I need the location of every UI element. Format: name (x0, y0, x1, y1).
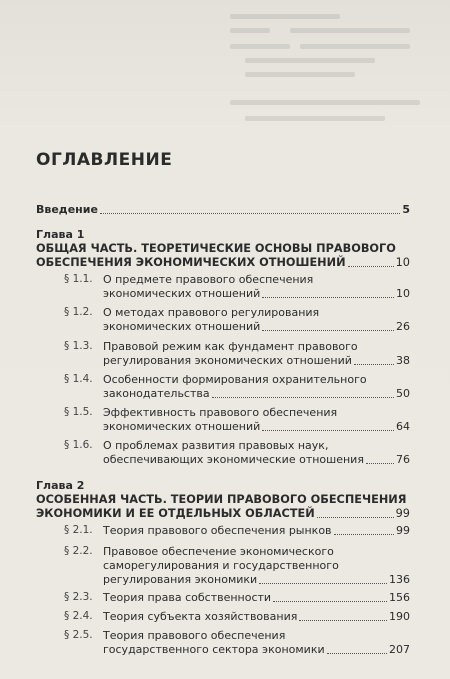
chapter-label: Глава 1 (36, 228, 85, 241)
section-title-line: Теория права собственности (103, 591, 272, 604)
page-number: 207 (389, 643, 410, 656)
toc-entry-section-2-1[interactable] (103, 524, 410, 538)
toc-entry-section-1-3[interactable] (103, 340, 410, 368)
leader-dots (366, 463, 394, 464)
leader-dots (259, 583, 387, 584)
page-number: 136 (389, 573, 410, 586)
page-number: 99 (396, 524, 410, 537)
section-title-line: законодательства (103, 387, 210, 400)
intro-label: Введение (36, 203, 98, 216)
section-title-line: Правовое обеспечение экономического (103, 545, 334, 558)
page-number: 5 (402, 203, 410, 216)
page-number: 190 (389, 610, 410, 623)
toc-entry-section-1-1[interactable] (103, 273, 410, 301)
section-number: § 2.2. (64, 545, 93, 557)
section-number: § 2.1. (64, 524, 93, 536)
chapter-title-line: ОБЕСПЕЧЕНИЯ ЭКОНОМИЧЕСКИХ ОТНОШЕНИЙ (36, 256, 346, 269)
page-number: 10 (396, 287, 410, 300)
chapter-title-line: ОСОБЕННАЯ ЧАСТЬ. ТЕОРИИ ПРАВОВОГО ОБЕСПЕЧЕНИЯ (36, 493, 407, 506)
page-number: 156 (389, 591, 410, 604)
leader-dots (262, 330, 394, 331)
section-title-line: экономических отношений (103, 287, 261, 300)
section-number: § 2.3. (64, 591, 93, 603)
section-title-line: О методах правового регулирования (103, 306, 320, 319)
toc-entry-section-2-3[interactable] (103, 591, 410, 605)
page-number: 50 (396, 387, 410, 400)
toc-entry-section-1-4[interactable] (103, 373, 410, 401)
section-title-line: саморегулирования и государственного (103, 559, 339, 572)
section-title-line: экономических отношений (103, 420, 261, 433)
section-title-line: регулирования экономических отношений (103, 354, 352, 367)
section-title-line: Правовой режим как фундамент правового (103, 340, 358, 353)
leader-dots (334, 534, 394, 535)
leader-dots (212, 397, 394, 398)
page-title: ОГЛАВЛЕНИЕ (36, 150, 173, 170)
section-number: § 1.6. (64, 439, 93, 451)
chapter-title-line: ОБЩАЯ ЧАСТЬ. ТЕОРЕТИЧЕСКИЕ ОСНОВЫ ПРАВОВОГО (36, 242, 396, 255)
page-number: 64 (396, 420, 410, 433)
leader-dots (327, 653, 387, 654)
section-title-line: О предмете правового обеспечения (103, 273, 314, 286)
section-title-line: Теория правового обеспечения (103, 629, 286, 642)
leader-dots (317, 517, 394, 518)
page-number: 38 (396, 354, 410, 367)
section-number: § 2.4. (64, 610, 93, 622)
page-number: 26 (396, 320, 410, 333)
toc-entry-intro[interactable] (36, 203, 410, 217)
section-title-line: Теория субъекта хозяйствования (103, 610, 298, 623)
leader-dots (299, 620, 387, 621)
toc-entry-section-2-5[interactable] (103, 629, 410, 657)
section-title-line: экономических отношений (103, 320, 261, 333)
section-number: § 1.1. (64, 273, 93, 285)
section-number: § 1.2. (64, 306, 93, 318)
section-title-line: О проблемах развития правовых наук, (103, 439, 329, 452)
chapter-title-line: ЭКОНОМИКИ И ЕЕ ОТДЕЛЬНЫХ ОБЛАСТЕЙ (36, 507, 315, 520)
bleed-through-text (0, 0, 450, 135)
section-title-line: обеспечивающих экономические отношения (103, 453, 364, 466)
leader-dots (273, 601, 387, 602)
toc-entry-section-1-5[interactable] (103, 406, 410, 434)
section-title-line: государственного сектора экономики (103, 643, 325, 656)
leader-dots (262, 297, 394, 298)
toc-entry-section-1-6[interactable] (103, 439, 410, 467)
leader-dots (100, 213, 400, 214)
toc-entry-section-2-2[interactable] (103, 545, 410, 587)
section-number: § 1.5. (64, 406, 93, 418)
section-title-line: Особенности формирования охранительного (103, 373, 367, 386)
section-number: § 1.3. (64, 340, 93, 352)
toc-entry-chapter-2[interactable] (36, 493, 410, 521)
section-number: § 2.5. (64, 629, 93, 641)
toc-entry-chapter-1[interactable] (36, 242, 410, 270)
leader-dots (354, 364, 394, 365)
section-number: § 1.4. (64, 373, 93, 385)
section-title-line: Эффективность правового обеспечения (103, 406, 338, 419)
leader-dots (262, 430, 394, 431)
page-number: 10 (395, 256, 410, 269)
leader-dots (348, 266, 394, 267)
section-title-line: Теория правового обеспечения рынков (103, 524, 332, 537)
toc-entry-section-2-4[interactable] (103, 610, 410, 624)
chapter-label: Глава 2 (36, 479, 85, 492)
toc-entry-section-1-2[interactable] (103, 306, 410, 334)
page-number: 99 (395, 507, 410, 520)
page-number: 76 (396, 453, 410, 466)
section-title-line: регулирования экономики (103, 573, 258, 586)
